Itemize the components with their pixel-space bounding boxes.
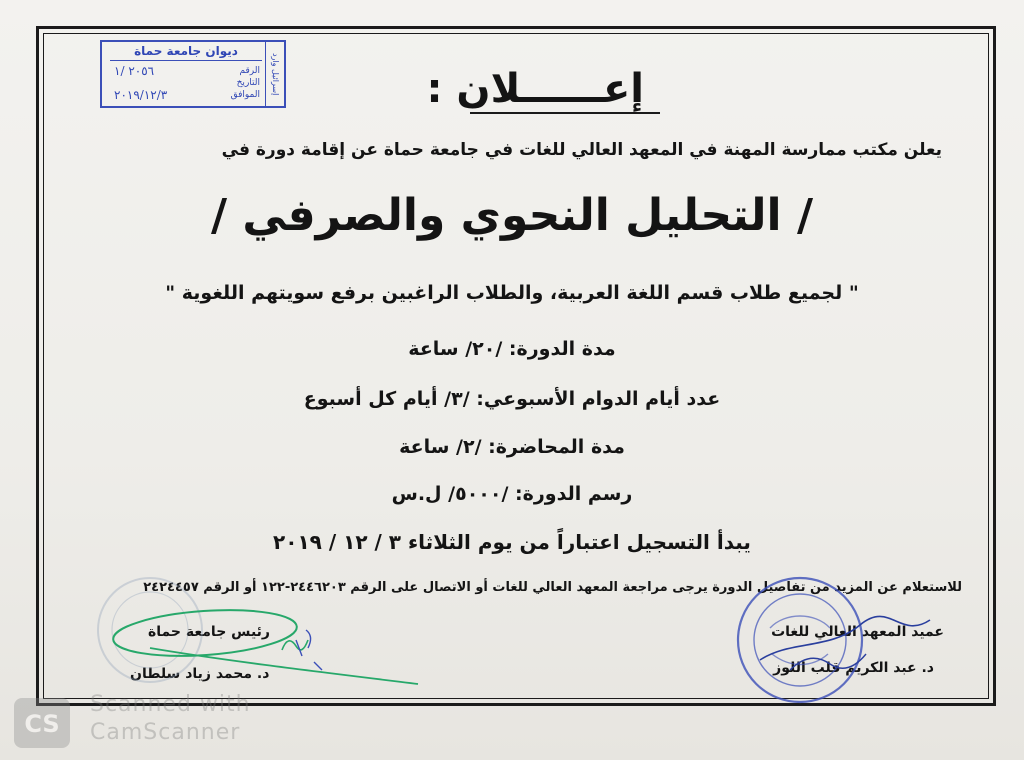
detail-duration: مدة الدورة: /٢٠/ ساعة [408, 338, 616, 360]
university-seal-faint [98, 578, 202, 682]
stamp-row-equivalent: الموافق [230, 90, 260, 100]
watermark-line2: CamScanner [90, 720, 241, 745]
dean-name: د. عبد الكريم قلب اللوز [773, 660, 934, 676]
audience-text: " لجميع طلاب قسم اللغة العربية، والطلاب الراغبين برفع سويتهم اللغوية " [165, 282, 859, 304]
institute-seal [738, 578, 862, 702]
course-title: / التحليل النحوي والصرفي / [210, 190, 814, 241]
handwritten-note [296, 630, 322, 670]
stamp-row-date: التاريخ [236, 78, 260, 88]
detail-lecture-length: مدة المحاضرة: /٢/ ساعة [399, 436, 625, 458]
registration-date: يبدأ التسجيل اعتباراً من يوم الثلاثاء ٣ / ١٢ / ٢٠١٩ [273, 530, 751, 554]
president-title: رئيس جامعة حماة [148, 624, 270, 640]
announcement-title: إعــــــلان : [426, 66, 644, 112]
contact-info: للاستعلام عن المزيد من تفاصيل الدورة يرجى مراجعة المعهد العالي للغات أو الاتصال على الرقم ٢٤٤٦٢٠٣-١٢٢ أو الرقم ٢٤٢٤٤٥٧ [143, 580, 962, 595]
stamp-date-handwritten: ٢٠١٩/١٢/٣ [114, 88, 168, 102]
scanner-watermark [8, 692, 268, 754]
camscanner-logo-icon [8, 692, 78, 754]
stamp-number-handwritten: ٢٠٥٦ /١ [114, 64, 155, 78]
president-signature [112, 605, 418, 684]
svg-text:CS: CS [24, 710, 60, 738]
detail-weekly-days: عدد أيام الدوام الأسبوعي: /٣/ أيام كل أسبوع [303, 388, 721, 410]
president-name: د. محمد زياد سلطان [130, 666, 270, 682]
intro-text: يعلن مكتب ممارسة المهنة في المعهد العالي للغات في جامعة حماة عن إقامة دورة في [221, 140, 942, 160]
stamp-side-label: إسرائيل وارد [265, 42, 284, 106]
watermark-line1: Scanned with [90, 692, 251, 717]
stamp-row-number: الرقم [239, 66, 260, 76]
detail-fee: رسم الدورة: /٥٠٠٠/ ل.س [391, 483, 633, 505]
dean-title: عميد المعهد العالي للغات [771, 624, 944, 640]
stamp-header: ديوان جامعة حماة [110, 44, 262, 61]
